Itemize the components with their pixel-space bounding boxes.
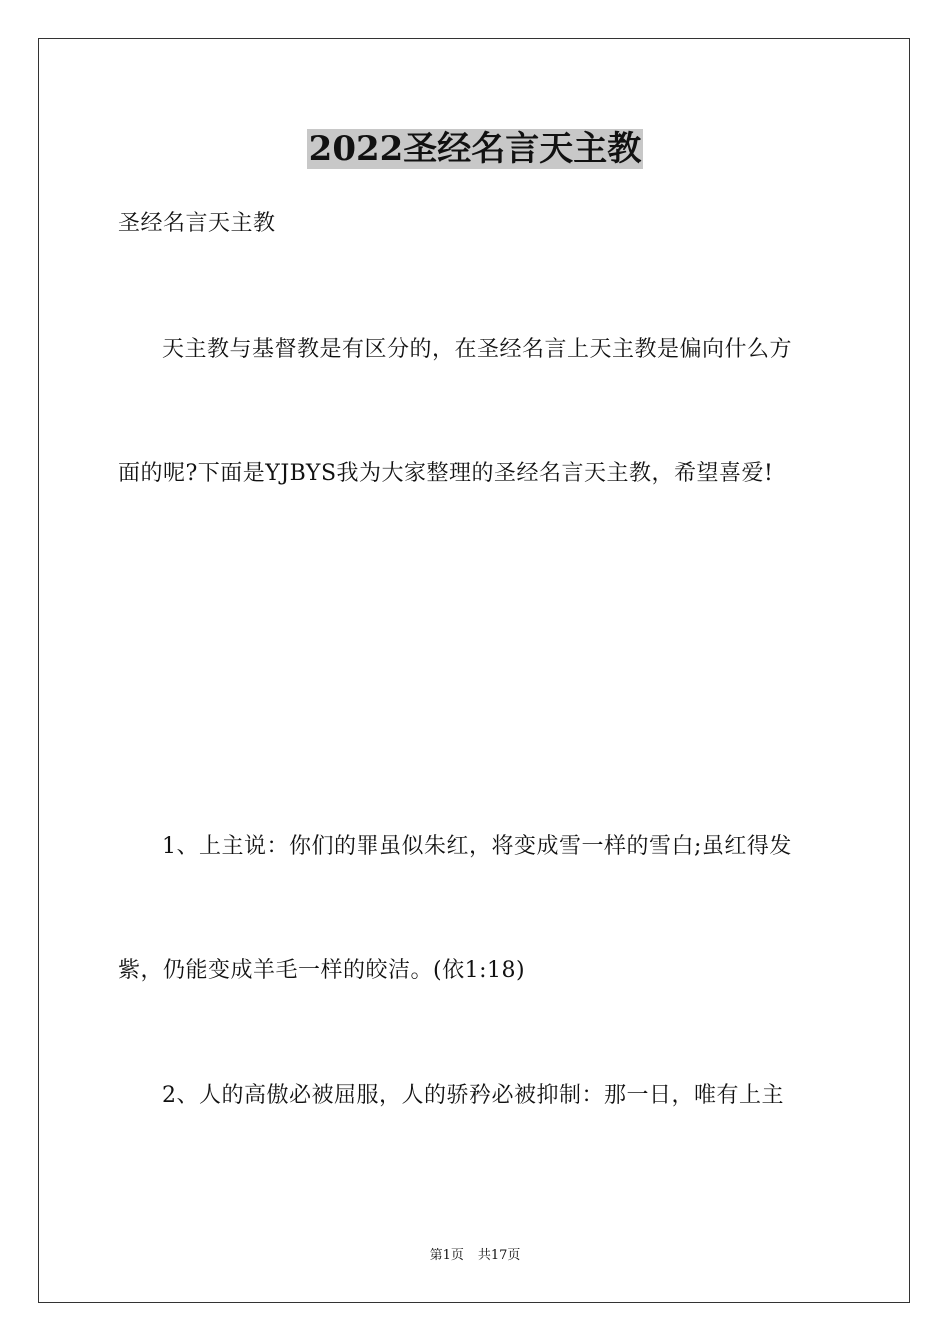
document-title xyxy=(0,124,950,174)
page-total: 共17页 xyxy=(477,1248,521,1263)
page-footer xyxy=(0,1246,950,1266)
paragraph-1-line-2: 面的呢?下面是YJBYS我为大家整理的圣经名言天主教，希望喜爱! xyxy=(118,461,774,486)
document-title-text: 2022圣经名言天主教 xyxy=(308,129,642,169)
paragraph-1-line-1: 天主教与基督教是有区分的，在圣经名言上天主教是偏向什么方 xyxy=(162,337,793,362)
page-number: 第1页 xyxy=(429,1248,464,1263)
document-subtitle: 圣经名言天主教 xyxy=(118,211,276,236)
paragraph-3-line-1: 2、人的高傲必被屈服，人的骄矜必被抑制：那一日，唯有上主 xyxy=(162,1083,784,1108)
paragraph-2-line-2: 紫，仍能变成羊毛一样的皎洁。(依1:18) xyxy=(118,958,526,983)
paragraph-2-line-1: 1、上主说：你们的罪虽似朱红，将变成雪一样的雪白;虽红得发 xyxy=(162,834,792,859)
